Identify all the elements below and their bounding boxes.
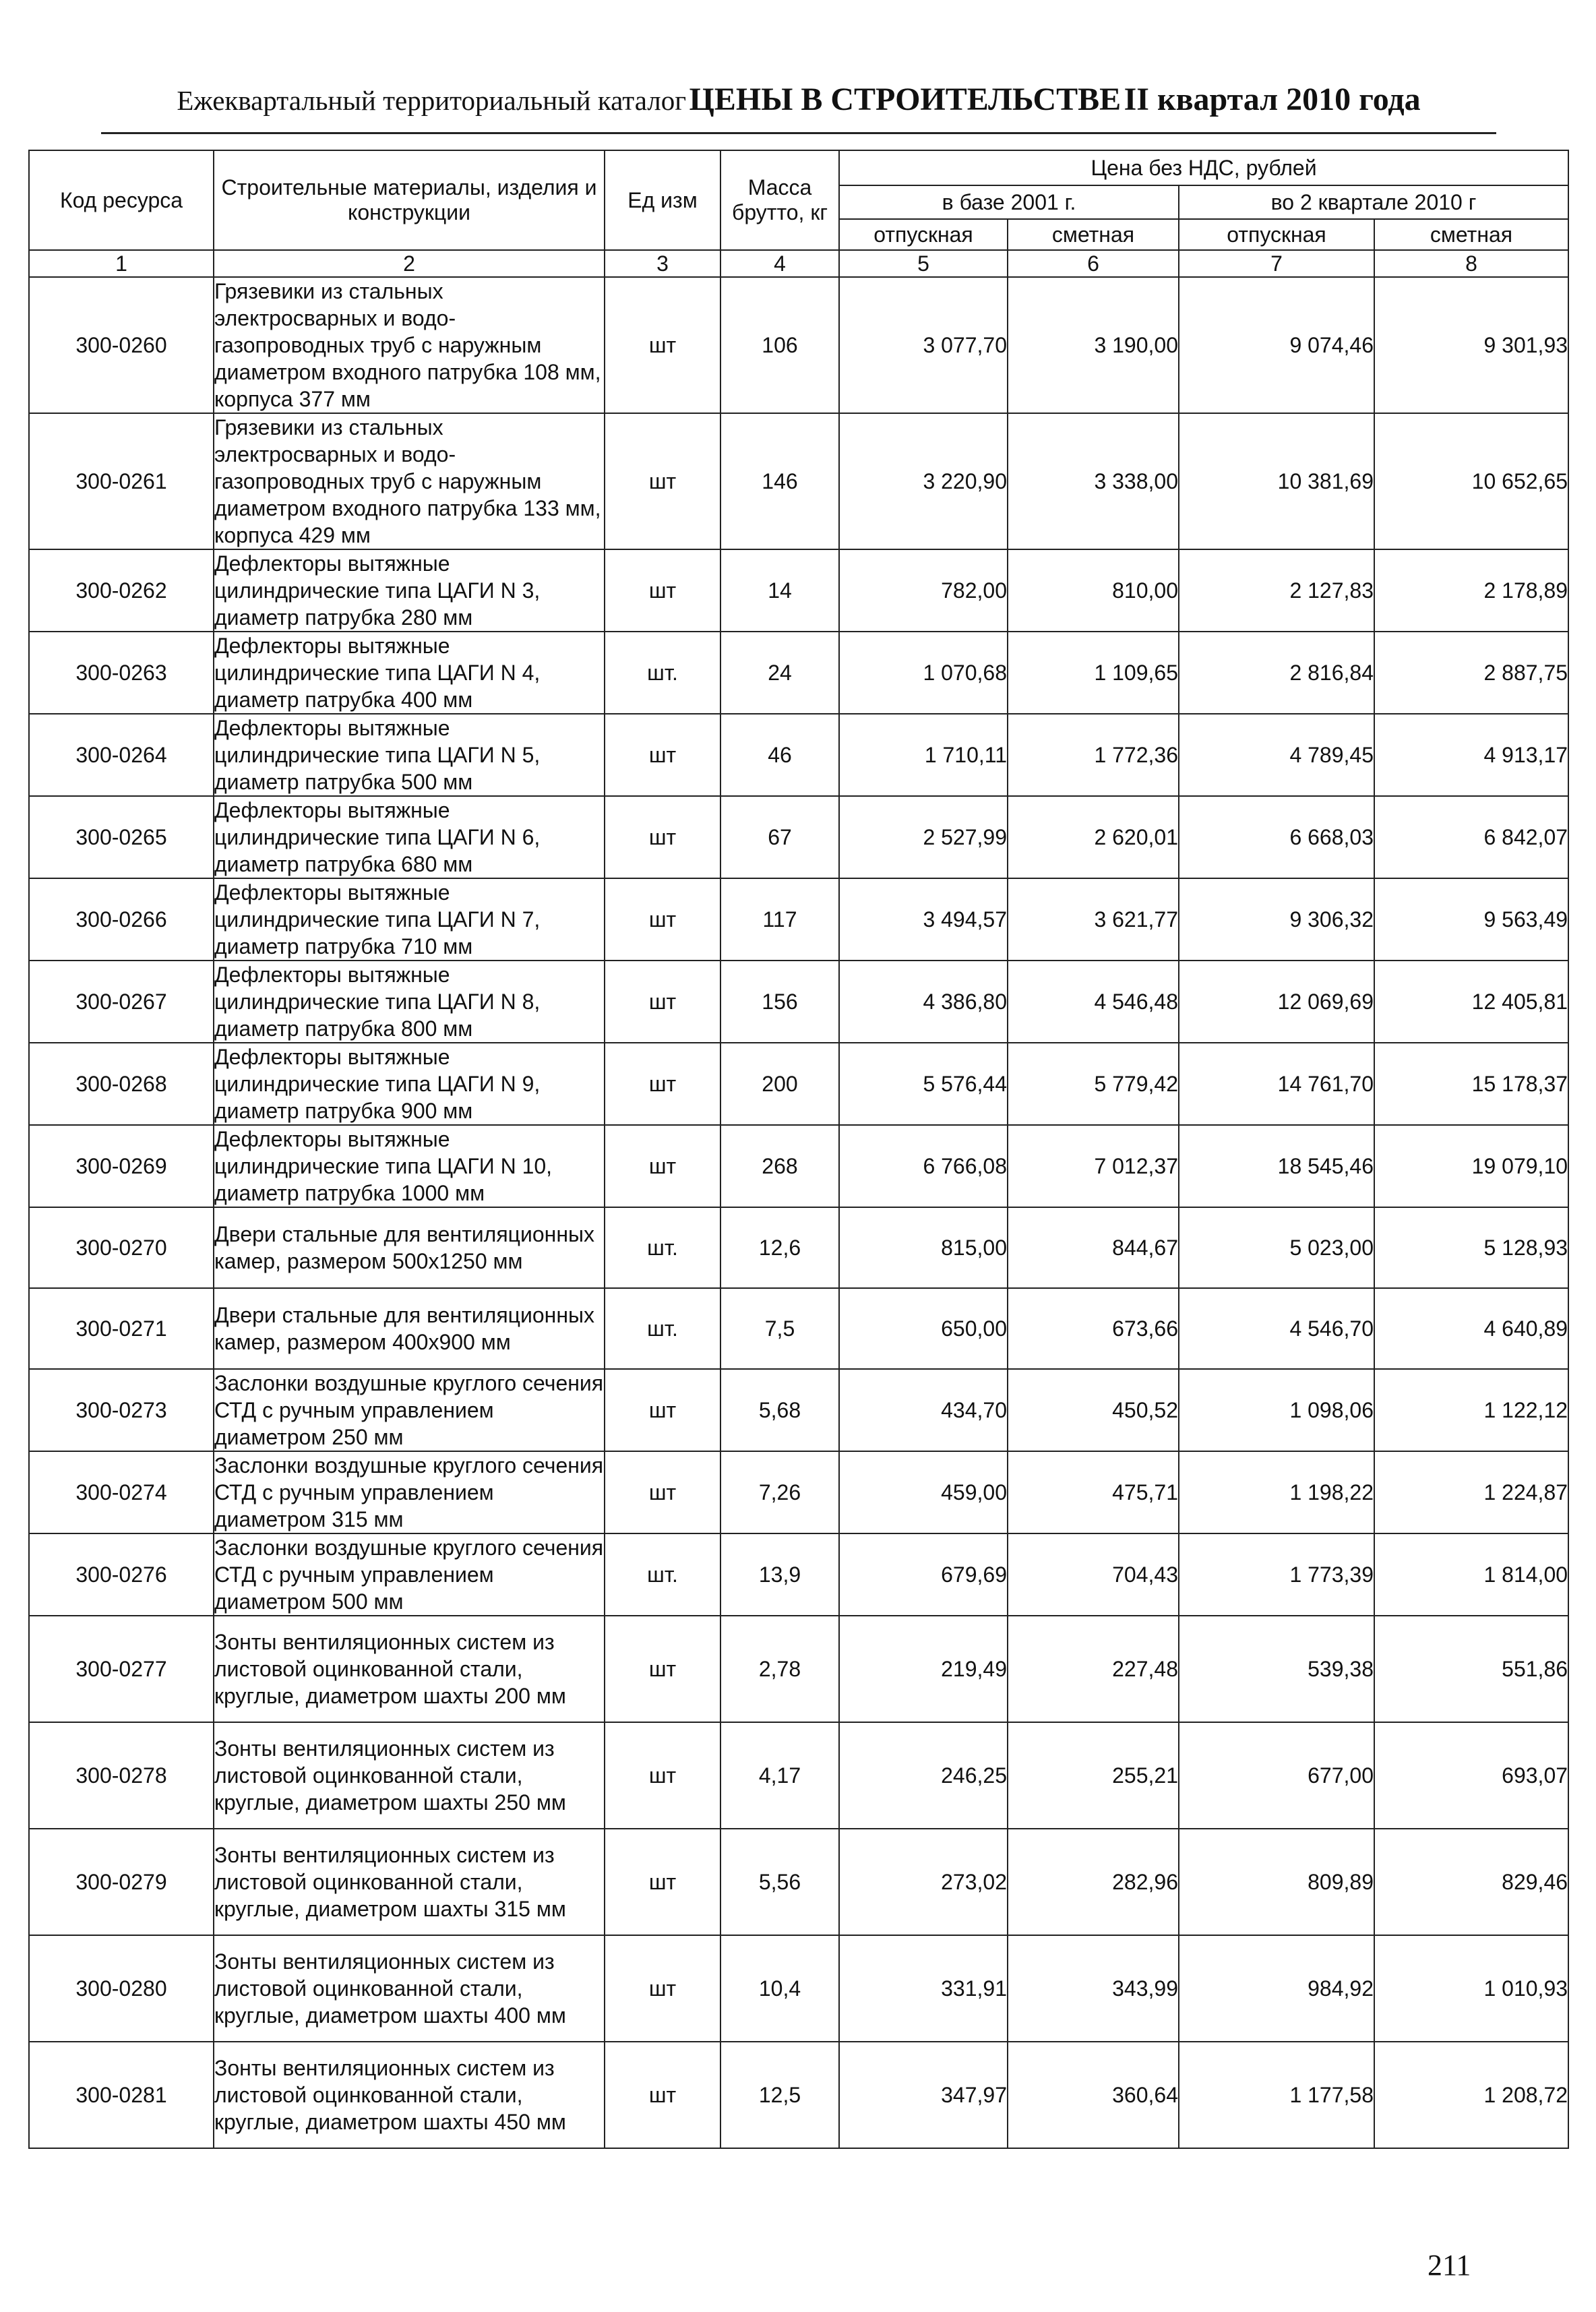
base-release-price-cell: 331,91 — [839, 1935, 1008, 2042]
current-estimate-price-cell: 2 178,89 — [1374, 549, 1568, 632]
unit-cell: шт. — [605, 632, 720, 714]
current-estimate-price-cell: 4 640,89 — [1374, 1288, 1568, 1369]
unit-cell: шт — [605, 1616, 720, 1722]
header-current-release: отпускная — [1179, 219, 1374, 250]
base-estimate-price-cell: 282,96 — [1008, 1829, 1179, 1935]
base-release-price-cell: 5 576,44 — [839, 1043, 1008, 1125]
base-estimate-price-cell: 844,67 — [1008, 1207, 1179, 1288]
column-number: 5 — [839, 250, 1008, 277]
base-estimate-price-cell: 227,48 — [1008, 1616, 1179, 1722]
base-release-price-cell: 459,00 — [839, 1451, 1008, 1533]
base-estimate-price-cell: 1 109,65 — [1008, 632, 1179, 714]
base-estimate-price-cell: 360,64 — [1008, 2042, 1179, 2148]
base-release-price-cell: 2 527,99 — [839, 796, 1008, 878]
mass-cell: 146 — [720, 413, 839, 549]
current-estimate-price-cell: 5 128,93 — [1374, 1207, 1568, 1288]
column-number: 3 — [605, 250, 720, 277]
header-current-estimate: сметная — [1374, 219, 1568, 250]
mass-cell: 67 — [720, 796, 839, 878]
base-estimate-price-cell: 2 620,01 — [1008, 796, 1179, 878]
unit-cell: шт — [605, 878, 720, 961]
current-release-price-cell: 2 127,83 — [1179, 549, 1374, 632]
table-row — [29, 1935, 1568, 2042]
base-release-price-cell: 3 494,57 — [839, 878, 1008, 961]
header-base-2001: в базе 2001 г. — [839, 185, 1179, 219]
base-release-price-cell: 3 220,90 — [839, 413, 1008, 549]
table-body — [29, 277, 1568, 2148]
resource-code-cell: 300-0263 — [29, 632, 214, 714]
current-release-price-cell: 4 546,70 — [1179, 1288, 1374, 1369]
mass-cell: 12,5 — [720, 2042, 839, 2148]
base-release-price-cell: 219,49 — [839, 1616, 1008, 1722]
current-estimate-price-cell: 6 842,07 — [1374, 796, 1568, 878]
base-estimate-price-cell: 3 190,00 — [1008, 277, 1179, 413]
table-row — [29, 1207, 1568, 1288]
mass-cell: 156 — [720, 961, 839, 1043]
table-row — [29, 1369, 1568, 1451]
table-row — [29, 413, 1568, 549]
column-number: 6 — [1008, 250, 1179, 277]
current-release-price-cell: 9 074,46 — [1179, 277, 1374, 413]
resource-code-cell: 300-0264 — [29, 714, 214, 796]
header-name: Строительные материалы, изделия и конструкции — [214, 150, 605, 250]
table-row — [29, 714, 1568, 796]
base-release-price-cell: 3 077,70 — [839, 277, 1008, 413]
resource-code-cell: 300-0278 — [29, 1722, 214, 1829]
material-name-cell: Дефлекторы вытяжные цилиндрические типа ЦАГИ N 5, диаметр патрубка 500 мм — [214, 714, 605, 796]
current-estimate-price-cell: 4 913,17 — [1374, 714, 1568, 796]
table-row — [29, 1829, 1568, 1935]
resource-code-cell: 300-0280 — [29, 1935, 214, 2042]
unit-cell: шт — [605, 2042, 720, 2148]
material-name-cell: Дефлекторы вытяжные цилиндрические типа ЦАГИ N 4, диаметр патрубка 400 мм — [214, 632, 605, 714]
header-base-estimate: сметная — [1008, 219, 1179, 250]
current-release-price-cell: 6 668,03 — [1179, 796, 1374, 878]
page-number: 211 — [1428, 2249, 1471, 2282]
table-row — [29, 1043, 1568, 1125]
mass-cell: 10,4 — [720, 1935, 839, 2042]
base-release-price-cell: 434,70 — [839, 1369, 1008, 1451]
base-estimate-price-cell: 704,43 — [1008, 1533, 1179, 1616]
unit-cell: шт — [605, 1043, 720, 1125]
column-number: 2 — [214, 250, 605, 277]
unit-cell: шт. — [605, 1533, 720, 1616]
material-name-cell: Грязевики из стальных электросварных и водо-газопроводных труб с наружным диаметром входного патрубка 108 мм, корпуса 377 мм — [214, 277, 605, 413]
material-name-cell: Дефлекторы вытяжные цилиндрические типа ЦАГИ N 10, диаметр патрубка 1000 мм — [214, 1125, 605, 1207]
column-number: 8 — [1374, 250, 1568, 277]
current-release-price-cell: 539,38 — [1179, 1616, 1374, 1722]
header-period: II квартал 2010 года — [1124, 82, 1421, 117]
base-estimate-price-cell: 810,00 — [1008, 549, 1179, 632]
material-name-cell: Заслонки воздушные круглого сечения СТД с ручным управлением диаметром 250 мм — [214, 1369, 605, 1451]
mass-cell: 14 — [720, 549, 839, 632]
unit-cell: шт — [605, 1935, 720, 2042]
current-estimate-price-cell: 1 814,00 — [1374, 1533, 1568, 1616]
table-row — [29, 961, 1568, 1043]
column-number: 1 — [29, 250, 214, 277]
base-release-price-cell: 4 386,80 — [839, 961, 1008, 1043]
mass-cell: 5,68 — [720, 1369, 839, 1451]
mass-cell: 46 — [720, 714, 839, 796]
table-row — [29, 796, 1568, 878]
mass-cell: 12,6 — [720, 1207, 839, 1288]
unit-cell: шт — [605, 796, 720, 878]
column-number: 4 — [720, 250, 839, 277]
current-release-price-cell: 1 198,22 — [1179, 1451, 1374, 1533]
current-release-price-cell: 1 177,58 — [1179, 2042, 1374, 2148]
material-name-cell: Дефлекторы вытяжные цилиндрические типа ЦАГИ N 6, диаметр патрубка 680 мм — [214, 796, 605, 878]
current-release-price-cell: 2 816,84 — [1179, 632, 1374, 714]
base-release-price-cell: 815,00 — [839, 1207, 1008, 1288]
current-estimate-price-cell: 1 208,72 — [1374, 2042, 1568, 2148]
mass-cell: 13,9 — [720, 1533, 839, 1616]
current-release-price-cell: 18 545,46 — [1179, 1125, 1374, 1207]
base-release-price-cell: 347,97 — [839, 2042, 1008, 2148]
unit-cell: шт — [605, 1722, 720, 1829]
base-release-price-cell: 6 766,08 — [839, 1125, 1008, 1207]
unit-cell: шт — [605, 714, 720, 796]
unit-cell: шт — [605, 1451, 720, 1533]
current-release-price-cell: 1 773,39 — [1179, 1533, 1374, 1616]
table-row — [29, 1616, 1568, 1722]
current-release-price-cell: 1 098,06 — [1179, 1369, 1374, 1451]
unit-cell: шт — [605, 961, 720, 1043]
table-row — [29, 1451, 1568, 1533]
material-name-cell: Заслонки воздушные круглого сечения СТД с ручным управлением диаметром 500 мм — [214, 1533, 605, 1616]
material-name-cell: Зонты вентиляционных систем из листовой оцинкованной стали, круглые, диаметром шахты 450 мм — [214, 2042, 605, 2148]
base-release-price-cell: 782,00 — [839, 549, 1008, 632]
current-estimate-price-cell: 9 301,93 — [1374, 277, 1568, 413]
unit-cell: шт — [605, 1125, 720, 1207]
current-estimate-price-cell: 2 887,75 — [1374, 632, 1568, 714]
base-estimate-price-cell: 450,52 — [1008, 1369, 1179, 1451]
current-release-price-cell: 984,92 — [1179, 1935, 1374, 2042]
table-row — [29, 1125, 1568, 1207]
resource-code-cell: 300-0261 — [29, 413, 214, 549]
base-release-price-cell: 1 710,11 — [839, 714, 1008, 796]
mass-cell: 106 — [720, 277, 839, 413]
current-estimate-price-cell: 1 010,93 — [1374, 1935, 1568, 2042]
resource-code-cell: 300-0270 — [29, 1207, 214, 1288]
material-name-cell: Заслонки воздушные круглого сечения СТД с ручным управлением диаметром 315 мм — [214, 1451, 605, 1533]
unit-cell: шт — [605, 1369, 720, 1451]
material-name-cell: Дефлекторы вытяжные цилиндрические типа ЦАГИ N 9, диаметр патрубка 900 мм — [214, 1043, 605, 1125]
resource-code-cell: 300-0273 — [29, 1369, 214, 1451]
material-name-cell: Зонты вентиляционных систем из листовой оцинкованной стали, круглые, диаметром шахты 315 мм — [214, 1829, 605, 1935]
current-release-price-cell: 5 023,00 — [1179, 1207, 1374, 1288]
resource-code-cell: 300-0269 — [29, 1125, 214, 1207]
base-release-price-cell: 273,02 — [839, 1829, 1008, 1935]
table-row — [29, 1288, 1568, 1369]
current-release-price-cell: 9 306,32 — [1179, 878, 1374, 961]
current-release-price-cell: 10 381,69 — [1179, 413, 1374, 549]
material-name-cell: Зонты вентиляционных систем из листовой оцинкованной стали, круглые, диаметром шахты 200 мм — [214, 1616, 605, 1722]
unit-cell: шт — [605, 549, 720, 632]
material-name-cell: Двери стальные для вентиляционных камер, размером 500х1250 мм — [214, 1207, 605, 1288]
base-release-price-cell: 1 070,68 — [839, 632, 1008, 714]
resource-code-cell: 300-0267 — [29, 961, 214, 1043]
resource-code-cell: 300-0260 — [29, 277, 214, 413]
material-name-cell: Зонты вентиляционных систем из листовой оцинкованной стали, круглые, диаметром шахты 250 мм — [214, 1722, 605, 1829]
unit-cell: шт. — [605, 1207, 720, 1288]
header-current-2010: во 2 квартале 2010 г — [1179, 185, 1568, 219]
base-release-price-cell: 679,69 — [839, 1533, 1008, 1616]
material-name-cell: Дефлекторы вытяжные цилиндрические типа ЦАГИ N 7, диаметр патрубка 710 мм — [214, 878, 605, 961]
resource-code-cell: 300-0262 — [29, 549, 214, 632]
base-release-price-cell: 650,00 — [839, 1288, 1008, 1369]
unit-cell: шт — [605, 277, 720, 413]
header-mass: Масса брутто, кг — [720, 150, 839, 250]
resource-code-cell: 300-0266 — [29, 878, 214, 961]
base-estimate-price-cell: 7 012,37 — [1008, 1125, 1179, 1207]
current-estimate-price-cell: 1 224,87 — [1374, 1451, 1568, 1533]
base-estimate-price-cell: 475,71 — [1008, 1451, 1179, 1533]
table-row — [29, 1533, 1568, 1616]
price-table — [28, 150, 1569, 2149]
current-release-price-cell: 809,89 — [1179, 1829, 1374, 1935]
header-unit: Ед изм — [605, 150, 720, 250]
table-row — [29, 549, 1568, 632]
current-estimate-price-cell: 9 563,49 — [1374, 878, 1568, 961]
mass-cell: 117 — [720, 878, 839, 961]
current-release-price-cell: 4 789,45 — [1179, 714, 1374, 796]
column-number-row — [29, 250, 1568, 277]
header-title: ЦЕНЫ В СТРОИТЕЛЬСТВЕ — [689, 82, 1122, 117]
base-estimate-price-cell: 3 338,00 — [1008, 413, 1179, 549]
current-release-price-cell: 14 761,70 — [1179, 1043, 1374, 1125]
mass-cell: 4,17 — [720, 1722, 839, 1829]
current-release-price-cell: 677,00 — [1179, 1722, 1374, 1829]
base-estimate-price-cell: 4 546,48 — [1008, 961, 1179, 1043]
current-estimate-price-cell: 1 122,12 — [1374, 1369, 1568, 1451]
current-estimate-price-cell: 551,86 — [1374, 1616, 1568, 1722]
base-estimate-price-cell: 343,99 — [1008, 1935, 1179, 2042]
resource-code-cell: 300-0277 — [29, 1616, 214, 1722]
mass-cell: 5,56 — [720, 1829, 839, 1935]
base-estimate-price-cell: 3 621,77 — [1008, 878, 1179, 961]
material-name-cell: Зонты вентиляционных систем из листовой оцинкованной стали, круглые, диаметром шахты 400 мм — [214, 1935, 605, 2042]
resource-code-cell: 300-0281 — [29, 2042, 214, 2148]
resource-code-cell: 300-0265 — [29, 796, 214, 878]
header-lead: Ежеквартальный территориальный каталог — [177, 85, 687, 116]
table-row — [29, 632, 1568, 714]
base-estimate-price-cell: 673,66 — [1008, 1288, 1179, 1369]
material-name-cell: Двери стальные для вентиляционных камер, размером 400х900 мм — [214, 1288, 605, 1369]
base-release-price-cell: 246,25 — [839, 1722, 1008, 1829]
material-name-cell: Дефлекторы вытяжные цилиндрические типа ЦАГИ N 8, диаметр патрубка 800 мм — [214, 961, 605, 1043]
mass-cell: 24 — [720, 632, 839, 714]
current-estimate-price-cell: 829,46 — [1374, 1829, 1568, 1935]
mass-cell: 7,5 — [720, 1288, 839, 1369]
material-name-cell: Дефлекторы вытяжные цилиндрические типа ЦАГИ N 3, диаметр патрубка 280 мм — [214, 549, 605, 632]
resource-code-cell: 300-0271 — [29, 1288, 214, 1369]
current-estimate-price-cell: 693,07 — [1374, 1722, 1568, 1829]
header-base-release: отпускная — [839, 219, 1008, 250]
current-estimate-price-cell: 12 405,81 — [1374, 961, 1568, 1043]
column-number: 7 — [1179, 250, 1374, 277]
current-estimate-price-cell: 19 079,10 — [1374, 1125, 1568, 1207]
header-price-group: Цена без НДС, рублей — [839, 150, 1568, 185]
table-row — [29, 1722, 1568, 1829]
table-head — [29, 150, 1568, 277]
base-estimate-price-cell: 5 779,42 — [1008, 1043, 1179, 1125]
resource-code-cell: 300-0268 — [29, 1043, 214, 1125]
current-release-price-cell: 12 069,69 — [1179, 961, 1374, 1043]
current-estimate-price-cell: 15 178,37 — [1374, 1043, 1568, 1125]
resource-code-cell: 300-0279 — [29, 1829, 214, 1935]
page-header — [101, 81, 1496, 134]
base-estimate-price-cell: 255,21 — [1008, 1722, 1179, 1829]
mass-cell: 2,78 — [720, 1616, 839, 1722]
resource-code-cell: 300-0274 — [29, 1451, 214, 1533]
resource-code-cell: 300-0276 — [29, 1533, 214, 1616]
table-row — [29, 277, 1568, 413]
mass-cell: 268 — [720, 1125, 839, 1207]
material-name-cell: Грязевики из стальных электросварных и водо-газопроводных труб с наружным диаметром входного патрубка 133 мм, корпуса 429 мм — [214, 413, 605, 549]
unit-cell: шт — [605, 1829, 720, 1935]
unit-cell: шт. — [605, 1288, 720, 1369]
mass-cell: 200 — [720, 1043, 839, 1125]
table-row — [29, 878, 1568, 961]
table-row — [29, 2042, 1568, 2148]
base-estimate-price-cell: 1 772,36 — [1008, 714, 1179, 796]
mass-cell: 7,26 — [720, 1451, 839, 1533]
unit-cell: шт — [605, 413, 720, 549]
current-estimate-price-cell: 10 652,65 — [1374, 413, 1568, 549]
header-code: Код ресурса — [29, 150, 214, 250]
